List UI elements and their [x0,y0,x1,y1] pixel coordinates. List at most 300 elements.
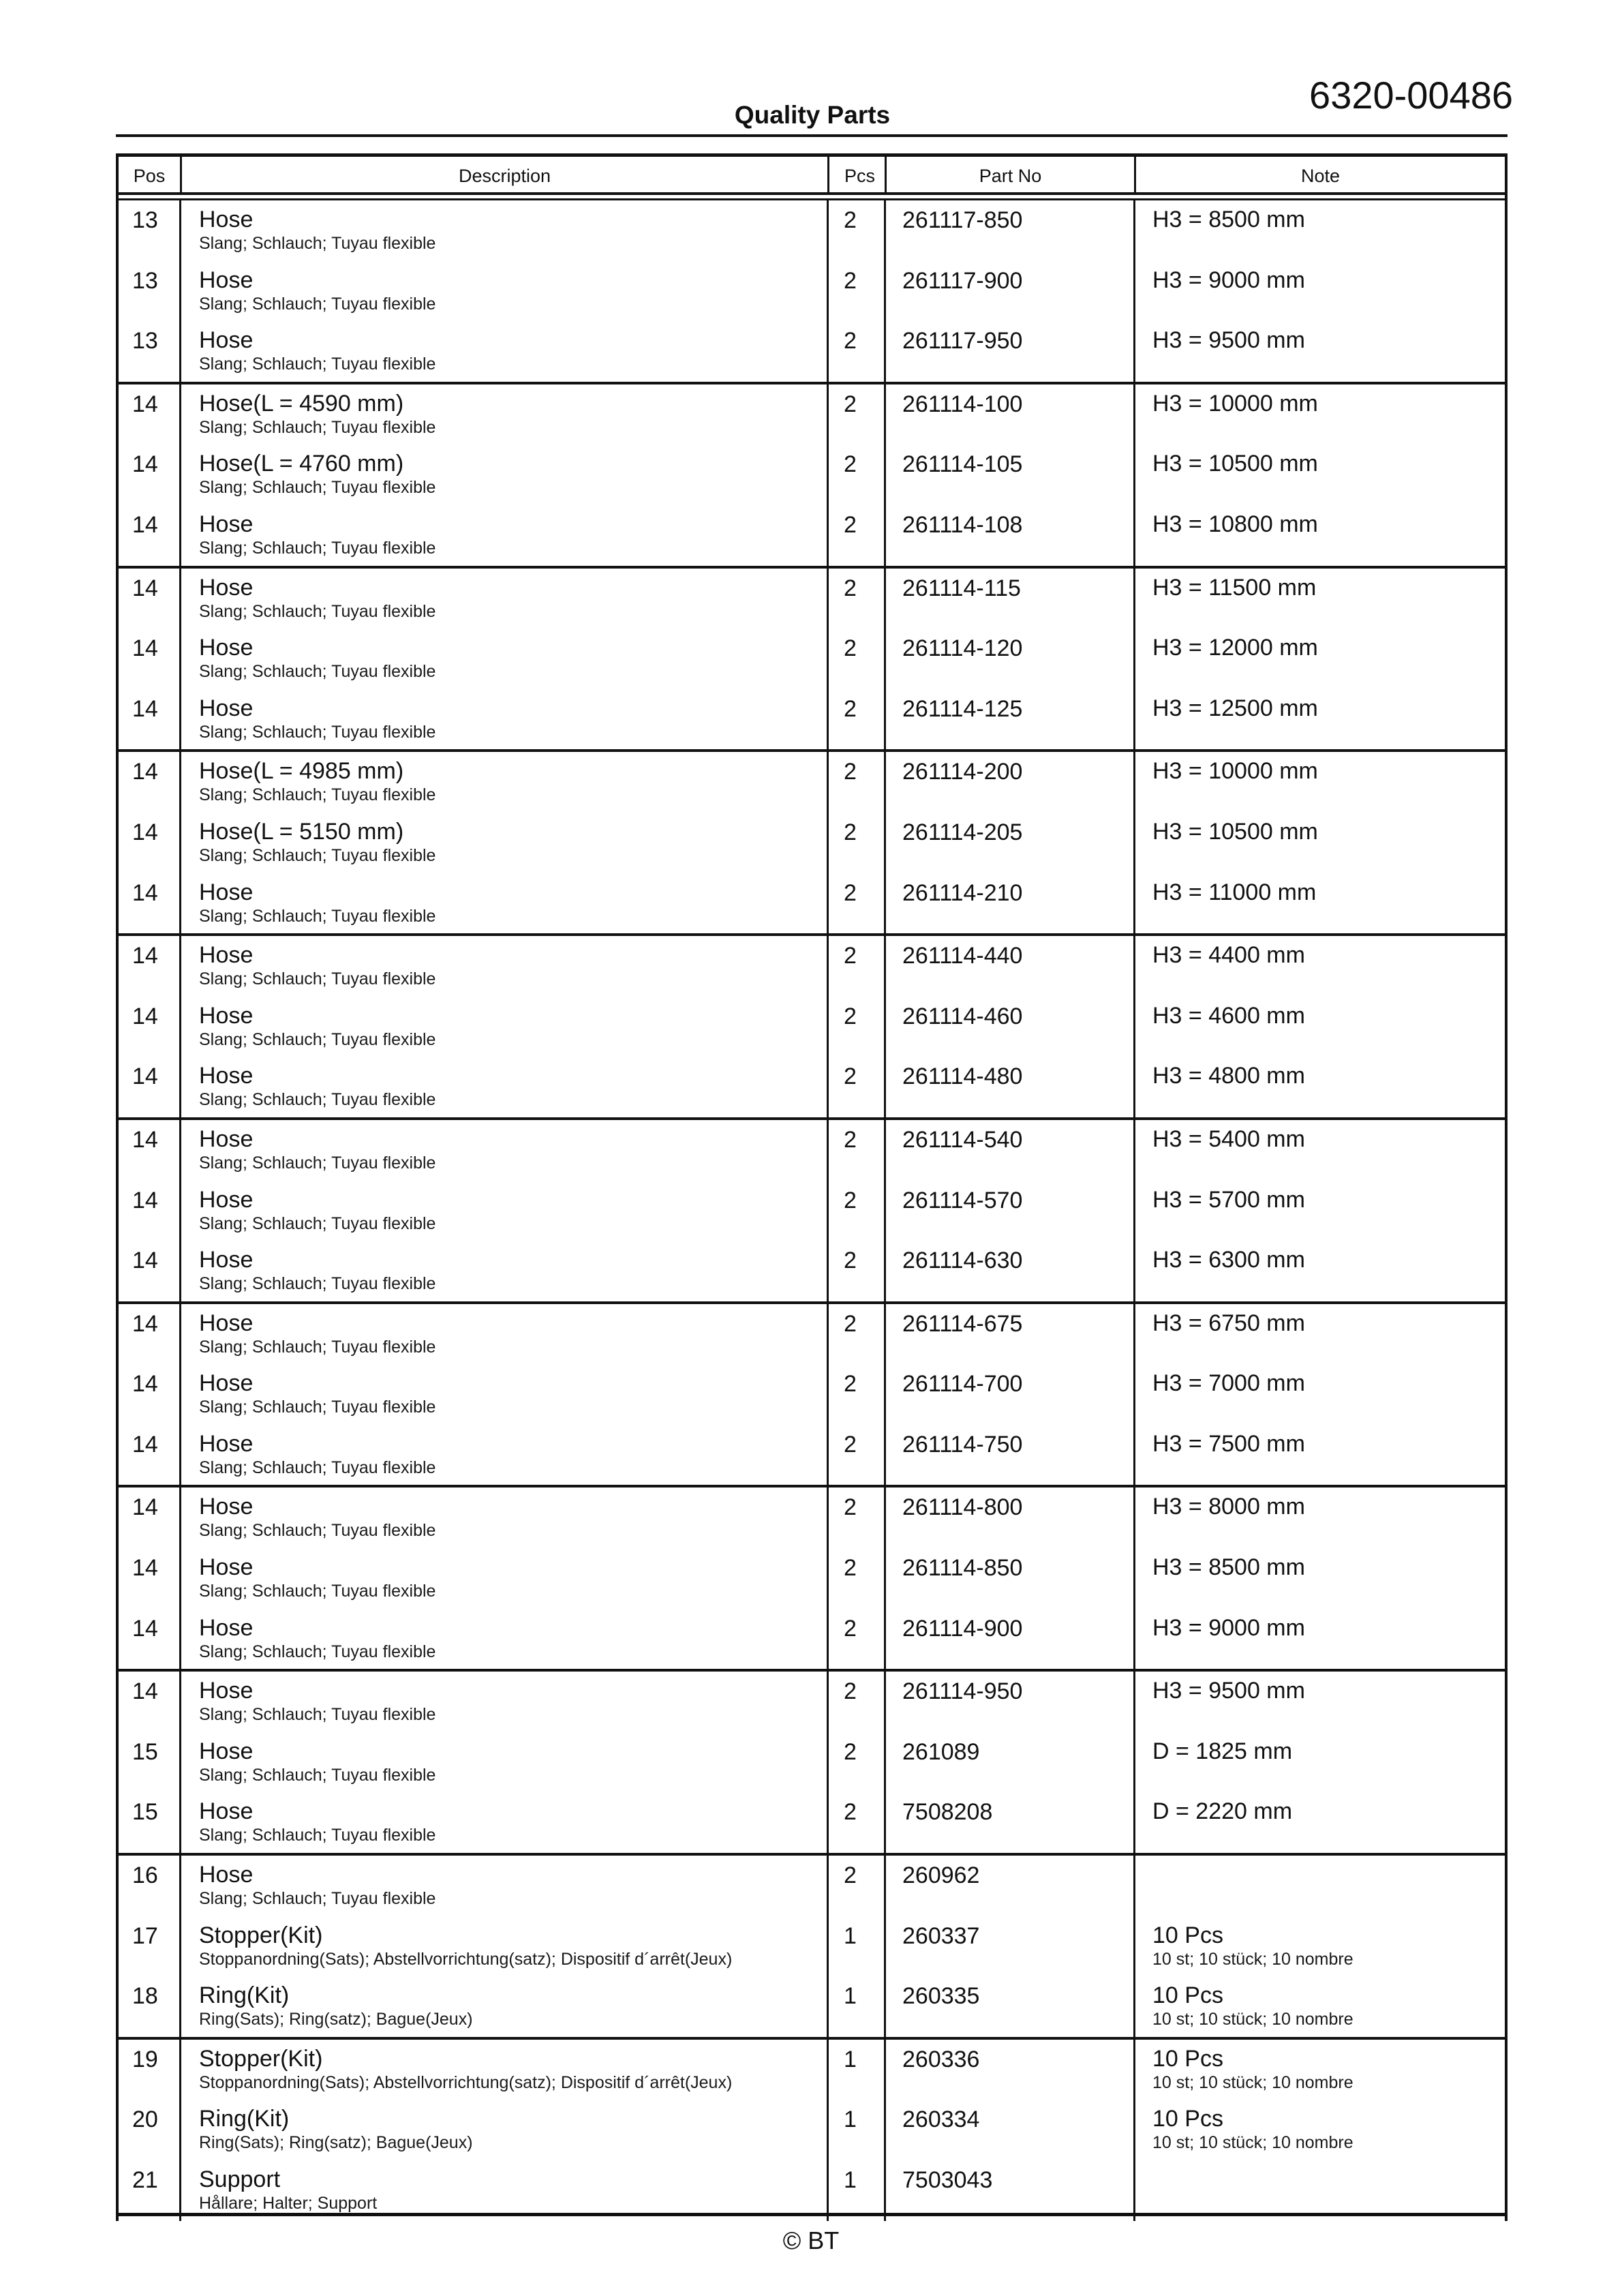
pos-cell: 14 [132,1431,158,1457]
note-primary: H3 = 5700 mm [1152,1186,1305,1213]
description-primary: Hose [199,1678,254,1704]
part-no-cell: 261114-540 [902,1126,1023,1153]
note-primary: H3 = 10000 mm [1152,758,1318,785]
table-row [119,2160,1505,2221]
table-row [119,569,1505,629]
note-primary: H3 = 6300 mm [1152,1247,1305,1273]
note-cell [1152,879,1316,906]
description-cell [199,390,435,438]
pos-cell: 15 [132,1799,158,1826]
description-translations: Slang; Schlauch; Tuyau flexible [199,601,436,621]
table-body [116,200,1508,2221]
part-no-cell: 261114-200 [902,759,1023,785]
table-row [119,1304,1505,1365]
pcs-cell: 2 [844,451,857,478]
note-cell [1152,757,1318,785]
note-cell [1152,1677,1305,1704]
part-no-cell: 261114-105 [902,451,1023,478]
description-translations: Stoppanordning(Sats); Abstellvorrichtung(satz); Dispositif d´arrêt(Jeux) [199,2072,733,2092]
note-cell [1152,450,1318,477]
note-primary: 10 Pcs [1152,1922,1223,1948]
note-cell [1152,1246,1305,1273]
pcs-cell: 2 [844,267,857,294]
description-cell [199,1677,435,1725]
note-cell [1152,1310,1305,1337]
description-cell [199,450,435,498]
pos-cell: 18 [132,1983,158,2010]
description-primary: Hose [199,574,254,601]
table-row [119,1181,1505,1241]
table-row [119,997,1505,1057]
part-no-cell: 260334 [902,2106,980,2133]
table-row [119,1672,1505,1732]
note-cell [1152,2105,1353,2153]
pos-cell: 14 [132,943,158,969]
note-primary: 10 Pcs [1152,1982,1223,2009]
pos-cell: 14 [132,1494,158,1521]
table-row [119,873,1505,934]
note-cell [1152,390,1318,417]
description-primary: Hose [199,1614,254,1641]
note-primary: 10 Pcs [1152,2045,1223,2072]
note-cell [1152,1982,1353,2029]
description-primary: Hose [199,1798,254,1825]
description-primary: Hose [199,1554,254,1581]
description-primary: Hose [199,635,254,661]
table-row [119,752,1505,813]
part-no-cell: 261114-850 [902,1555,1023,1582]
pcs-cell: 2 [844,391,857,417]
description-primary: Hose(L = 4760 mm) [199,451,404,477]
note-cell [1152,1370,1305,1397]
note-cell [1152,206,1305,233]
part-no-cell: 261114-700 [902,1371,1023,1398]
part-no-cell: 261114-115 [902,575,1021,601]
description-cell [199,879,435,926]
description-primary: Support [199,2166,281,2192]
pcs-cell: 2 [844,207,857,233]
pos-cell: 14 [132,635,158,662]
description-primary: Hose [199,511,254,537]
note-cell [1152,1554,1305,1581]
note-cell [1152,1614,1305,1642]
description-cell [199,1186,435,1234]
description-primary: Ring(Kit) [199,2106,290,2132]
description-translations: Slang; Schlauch; Tuyau flexible [199,1889,436,1909]
note-primary: H3 = 10500 mm [1152,818,1318,845]
pos-cell: 14 [132,879,158,906]
table-row [119,2100,1505,2160]
pcs-cell: 2 [844,511,857,538]
part-no-cell: 261114-210 [902,879,1023,906]
pcs-cell: 2 [844,1063,857,1090]
note-primary: H3 = 7500 mm [1152,1430,1305,1457]
description-cell [199,695,435,742]
pos-cell: 14 [132,511,158,538]
description-cell [199,2105,473,2153]
pcs-cell: 2 [844,1555,857,1582]
description-cell [199,1738,435,1785]
pos-cell: 14 [132,695,158,722]
note-primary: H3 = 4800 mm [1152,1063,1305,1089]
note-primary: H3 = 10800 mm [1152,511,1318,537]
table-row [119,384,1505,445]
description-primary: Hose(L = 5150 mm) [199,818,404,845]
description-cell [199,1861,435,1909]
note-translations: 10 st; 10 stück; 10 nombre [1152,2133,1353,2153]
pcs-cell: 2 [844,1371,857,1398]
note-cell [1152,634,1318,661]
pcs-cell: 2 [844,819,857,845]
note-primary: H3 = 9000 mm [1152,267,1305,293]
part-no-cell: 260335 [902,1983,980,2010]
description-primary: Hose [199,695,254,721]
description-cell [199,757,435,805]
row-group [119,1487,1505,1672]
description-primary: Hose [199,1494,254,1520]
note-cell [1152,1798,1292,1825]
description-cell [199,1614,435,1662]
pcs-cell: 2 [844,1678,857,1705]
description-translations: Slang; Schlauch; Tuyau flexible [199,1274,436,1294]
pcs-cell: 2 [844,575,857,601]
column-header-description: Description [182,157,829,192]
note-cell [1152,818,1318,845]
table-row [119,505,1505,566]
description-translations: Slang; Schlauch; Tuyau flexible [199,1029,436,1049]
pcs-cell: 2 [844,1126,857,1153]
description-translations: Slang; Schlauch; Tuyau flexible [199,1642,436,1661]
description-primary: Stopper(Kit) [199,2045,323,2072]
note-primary: H3 = 9500 mm [1152,327,1305,354]
description-cell [199,1246,435,1294]
description-translations: Slang; Schlauch; Tuyau flexible [199,1457,436,1477]
pcs-cell: 1 [844,1922,857,1949]
pcs-cell: 2 [844,1799,857,1826]
table-row [119,1057,1505,1117]
row-group [119,384,1505,569]
pos-cell: 21 [132,2167,158,2193]
description-translations: Slang; Schlauch; Tuyau flexible [199,478,436,498]
description-translations: Slang; Schlauch; Tuyau flexible [199,722,436,742]
pos-cell: 14 [132,575,158,601]
description-translations: Slang; Schlauch; Tuyau flexible [199,845,436,865]
description-primary: Hose [199,1370,254,1397]
pos-cell: 15 [132,1738,158,1765]
description-translations: Slang; Schlauch; Tuyau flexible [199,1582,436,1601]
description-translations: Hållare; Halter; Support [199,2194,378,2213]
table-header [116,153,1508,192]
pcs-cell: 1 [844,1983,857,2010]
row-group [119,2040,1505,2221]
note-cell [1152,574,1316,601]
description-translations: Slang; Schlauch; Tuyau flexible [199,906,436,926]
part-no-cell: 261114-460 [902,1003,1023,1029]
table-row [119,1792,1505,1853]
description-primary: Hose(L = 4985 mm) [199,758,404,785]
row-group [119,200,1505,384]
pcs-cell: 2 [844,1738,857,1765]
description-primary: Hose [199,1186,254,1213]
column-header-pos: Pos [119,157,182,192]
table-row [119,1241,1505,1301]
pos-cell: 14 [132,451,158,478]
column-header-part-no: Part No [887,157,1136,192]
description-cell [199,634,435,682]
pos-cell: 20 [132,2106,158,2133]
description-cell [199,1798,435,1845]
description-cell [199,206,435,254]
note-cell [1152,1493,1305,1520]
description-cell [199,1922,732,1969]
description-primary: Hose [199,1738,254,1764]
pcs-cell: 2 [844,328,857,354]
description-translations: Ring(Sats); Ring(satz); Bague(Jeux) [199,2010,473,2029]
note-primary: H3 = 11500 mm [1152,574,1317,601]
header-double-rule [116,192,1508,200]
title-rule [116,134,1508,137]
table-row [119,629,1505,689]
description-cell [199,1430,435,1478]
description-cell [199,2166,377,2214]
note-cell [1152,1738,1292,1765]
pos-cell: 14 [132,1063,158,1090]
table-row [119,1548,1505,1609]
pos-cell: 14 [132,1126,158,1153]
part-no-cell: 261114-950 [902,1678,1023,1705]
part-no-cell: 261114-675 [902,1310,1023,1337]
pcs-cell: 2 [844,1187,857,1213]
description-translations: Slang; Schlauch; Tuyau flexible [199,1153,436,1173]
description-cell [199,1126,435,1173]
note-primary: H3 = 8000 mm [1152,1494,1305,1520]
pcs-cell: 2 [844,1862,857,1889]
pcs-cell: 2 [844,1615,857,1642]
description-translations: Slang; Schlauch; Tuyau flexible [199,662,436,682]
description-translations: Slang; Schlauch; Tuyau flexible [199,1398,436,1417]
page-title: Quality Parts [734,101,891,129]
note-primary: H3 = 12500 mm [1152,695,1318,721]
description-primary: Hose [199,207,254,232]
pos-cell: 13 [132,207,158,233]
description-primary: Hose [199,1247,254,1273]
description-primary: Hose(L = 4590 mm) [199,390,404,417]
part-no-cell: 7503043 [902,2167,993,2193]
table-row [119,261,1505,322]
table-row [119,689,1505,750]
description-cell [199,267,435,314]
pcs-cell: 2 [844,1003,857,1029]
table-row [119,1120,1505,1181]
note-primary: H3 = 10500 mm [1152,451,1318,477]
note-cell [1152,511,1318,538]
document-number: 6320-00486 [1309,74,1513,117]
note-primary: H3 = 5400 mm [1152,1126,1305,1152]
note-cell [1152,1186,1305,1213]
description-primary: Hose [199,327,254,354]
row-group [119,1304,1505,1488]
note-primary: H3 = 10000 mm [1152,390,1318,417]
part-no-cell: 7508208 [902,1799,993,1826]
pos-cell: 14 [132,819,158,845]
part-no-cell: 261114-205 [902,819,1023,845]
description-primary: Hose [199,879,254,905]
table-row [119,1487,1505,1548]
column-header-pcs: Pcs [829,157,887,192]
part-no-cell: 261114-570 [902,1187,1023,1213]
note-cell [1152,941,1305,969]
description-primary: Hose [199,942,254,969]
part-no-cell: 261117-900 [902,267,1023,294]
part-no-cell: 261114-900 [902,1615,1023,1642]
note-primary: 10 Pcs [1152,2106,1223,2132]
description-cell [199,327,435,374]
description-cell [199,941,435,989]
description-cell [199,1554,435,1601]
pos-cell: 13 [132,328,158,354]
note-primary: H3 = 11000 mm [1152,879,1317,905]
pos-cell: 14 [132,1310,158,1337]
note-translations: 10 st; 10 stück; 10 nombre [1152,2072,1353,2092]
description-translations: Slang; Schlauch; Tuyau flexible [199,1826,436,1845]
pos-cell: 14 [132,1678,158,1705]
note-cell [1152,327,1305,354]
description-cell [199,1982,473,2029]
part-no-cell: 260962 [902,1862,980,1889]
pcs-cell: 1 [844,2046,857,2072]
row-group [119,936,1505,1120]
description-translations: Slang; Schlauch; Tuyau flexible [199,354,436,374]
description-primary: Hose [199,1063,254,1089]
description-cell [199,1493,435,1541]
note-primary: H3 = 7000 mm [1152,1370,1305,1397]
part-no-cell: 261114-800 [902,1494,1023,1521]
description-primary: Ring(Kit) [199,1982,290,2009]
description-primary: Hose [199,1002,254,1029]
row-group [119,752,1505,936]
part-no-cell: 261114-750 [902,1431,1023,1457]
note-primary: H3 = 4600 mm [1152,1002,1305,1029]
row-group [119,1856,1505,2040]
table-row [119,1425,1505,1485]
pos-cell: 19 [132,2046,158,2072]
description-translations: Slang; Schlauch; Tuyau flexible [199,1765,436,1785]
pos-cell: 14 [132,1248,158,1274]
part-no-cell: 261114-480 [902,1063,1023,1090]
table-row [119,936,1505,997]
note-primary: H3 = 6750 mm [1152,1310,1305,1336]
description-translations: Slang; Schlauch; Tuyau flexible [199,1213,436,1233]
pcs-cell: 2 [844,879,857,906]
note-cell [1152,1126,1305,1153]
description-translations: Slang; Schlauch; Tuyau flexible [199,1337,436,1357]
footer-rule [116,2213,1508,2216]
pcs-cell: 2 [844,695,857,722]
description-primary: Hose [199,1430,254,1457]
description-translations: Slang; Schlauch; Tuyau flexible [199,785,436,805]
pos-cell: 13 [132,267,158,294]
part-no-cell: 260337 [902,1922,980,1949]
note-cell [1152,2045,1353,2093]
description-translations: Slang; Schlauch; Tuyau flexible [199,1090,436,1110]
row-group [119,569,1505,753]
note-primary: D = 2220 mm [1152,1798,1293,1825]
description-cell [199,1062,435,1110]
note-primary: H3 = 4400 mm [1152,942,1305,969]
note-cell [1152,695,1318,722]
pos-cell: 14 [132,1371,158,1398]
part-no-cell: 261114-630 [902,1248,1023,1274]
pcs-cell: 2 [844,1310,857,1337]
table-row [119,1856,1505,1916]
description-cell [199,574,435,622]
table-row [119,2040,1505,2100]
description-cell [199,818,435,866]
pcs-cell: 1 [844,2106,857,2133]
pos-cell: 17 [132,1922,158,1949]
pcs-cell: 1 [844,2167,857,2193]
part-no-cell: 261114-120 [902,635,1023,662]
description-translations: Ring(Sats); Ring(satz); Bague(Jeux) [199,2133,473,2153]
pos-cell: 14 [132,391,158,417]
table-row [119,1732,1505,1793]
note-cell [1152,1430,1305,1457]
table-row [119,813,1505,873]
table-row [119,1916,1505,1977]
note-cell [1152,1002,1305,1029]
note-translations: 10 st; 10 stück; 10 nombre [1152,2010,1353,2029]
pcs-cell: 2 [844,635,857,662]
description-primary: Hose [199,267,254,293]
description-translations: Slang; Schlauch; Tuyau flexible [199,294,436,314]
pcs-cell: 2 [844,759,857,785]
note-cell [1152,267,1305,294]
description-cell [199,511,435,558]
description-translations: Slang; Schlauch; Tuyau flexible [199,1705,436,1725]
description-primary: Stopper(Kit) [199,1922,323,1948]
description-translations: Slang; Schlauch; Tuyau flexible [199,417,436,437]
description-cell [199,1370,435,1417]
part-no-cell: 261114-440 [902,943,1023,969]
table-row [119,321,1505,382]
pcs-cell: 2 [844,943,857,969]
table-row [119,444,1505,505]
part-no-cell: 261117-850 [902,207,1023,233]
description-translations: Slang; Schlauch; Tuyau flexible [199,969,436,989]
parts-table [116,153,1508,2221]
note-primary: H3 = 12000 mm [1152,635,1318,661]
pos-cell: 14 [132,1003,158,1029]
pcs-cell: 2 [844,1431,857,1457]
table-row [119,1976,1505,2037]
description-cell [199,1310,435,1357]
pos-cell: 14 [132,1615,158,1642]
table-row [119,1609,1505,1670]
note-primary: H3 = 8500 mm [1152,1554,1305,1581]
description-translations: Stoppanordning(Sats); Abstellvorrichtung(satz); Dispositif d´arrêt(Jeux) [199,1949,733,1969]
note-primary: D = 1825 mm [1152,1738,1293,1764]
description-cell [199,1002,435,1050]
pos-cell: 14 [132,1555,158,1582]
pcs-cell: 2 [844,1248,857,1274]
table-row [119,200,1505,261]
description-primary: Hose [199,1862,254,1888]
row-group [119,1120,1505,1304]
row-group [119,1672,1505,1856]
part-no-cell: 261114-100 [902,391,1023,417]
table-row [119,1364,1505,1425]
description-translations: Slang; Schlauch; Tuyau flexible [199,538,436,558]
